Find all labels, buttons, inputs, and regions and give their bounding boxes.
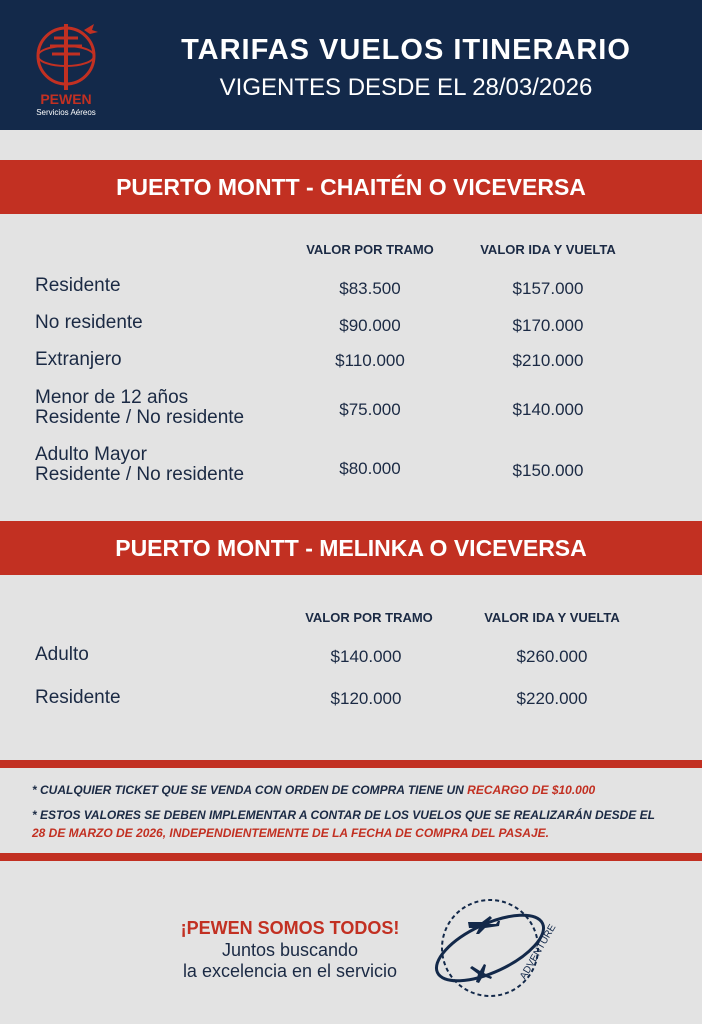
note-validity [32,806,682,842]
route2-col-tramo: VALOR POR TRAMO [305,610,433,625]
route2-row-tramo: $140.000 [330,647,402,666]
route1-row-ida-vuelta: $150.000 [512,461,584,480]
header-bar [0,0,702,130]
route1-row-ida-vuelta: $140.000 [512,400,584,419]
route2-col-ida-vuelta: VALOR IDA Y VUELTA [484,610,620,625]
route1-row-label: Adulto Mayor [35,444,147,465]
route1-row-tramo: $90.000 [339,316,401,335]
route1-col-tramo: VALOR POR TRAMO [306,242,434,257]
note-surcharge [32,781,682,799]
footer-tagline [150,940,430,982]
route1-row-label-sub: Residente / No residente [35,407,245,428]
note-validity-text: ESTOS VALORES SE DEBEN IMPLEMENTAR A CONTAR DE LOS VUELOS QUE SE REALIZARÁN DESDE EL [40,808,655,822]
route2-row-ida-vuelta: $260.000 [516,647,588,666]
route1-row-tramo: $83.500 [339,279,401,298]
page-subtitle: VIGENTES DESDE EL 28/03/2026 [219,74,593,101]
svg-text:ADVENTURE: ADVENTURE [518,922,559,982]
svg-text:Servicios Aéreos: Servicios Aéreos [36,108,96,117]
route1-row-tramo: $75.000 [339,400,401,419]
route1-row-ida-vuelta: $157.000 [512,279,584,298]
route2-row-tramo: $120.000 [330,689,402,708]
route2-row-label: Adulto [35,644,89,665]
route1-title-band: PUERTO MONTT - CHAITÉN O VICEVERSA [0,160,702,214]
route1-row-label-sub: Residente / No residente [35,464,245,485]
adventure-badge-icon [430,890,559,1005]
route1-row-ida-vuelta: $170.000 [512,316,584,335]
route1-row-label: Residente [35,275,121,296]
route2-row-label: Residente [35,687,121,708]
route1-row-tramo: $80.000 [339,459,401,478]
route2-title-band: PUERTO MONTT - MELINKA O VICEVERSA [0,521,702,575]
svg-text:PEWEN: PEWEN [40,91,92,107]
route1-row-tramo: $110.000 [335,351,405,370]
footer-tagline-line1: Juntos buscando [221,940,359,960]
route1-row-ida-vuelta: $210.000 [512,351,584,370]
route1-row-label: Menor de 12 años [35,387,189,408]
route2-row-ida-vuelta: $220.000 [516,689,588,708]
notes-top-divider [0,760,702,768]
route1-row-label: Extranjero [35,349,122,370]
route1-row-label: No residente [35,312,143,333]
note-validity-highlight: 28 DE MARZO DE 2026, INDEPENDIENTEMENTE DE LA FECHA DE COMPRA DEL PASAJE. [32,826,549,840]
footer-tagline-line2: la excelencia en el servicio [182,961,398,981]
note-surcharge-highlight: RECARGO DE $10.000 [467,783,596,797]
pewen-logo [26,20,106,120]
notes-bottom-divider [0,853,702,861]
note-surcharge-text: CUALQUIER TICKET QUE SE VENDA CON ORDEN DE COMPRA TIENE UN [40,783,468,797]
page-title: TARIFAS VUELOS ITINERARIO [181,34,631,66]
footer-slogan: ¡PEWEN SOMOS TODOS! [180,918,400,938]
route1-col-ida-vuelta: VALOR IDA Y VUELTA [480,242,616,257]
bullet-icon: * [32,783,41,797]
bullet-icon: * [32,808,41,822]
